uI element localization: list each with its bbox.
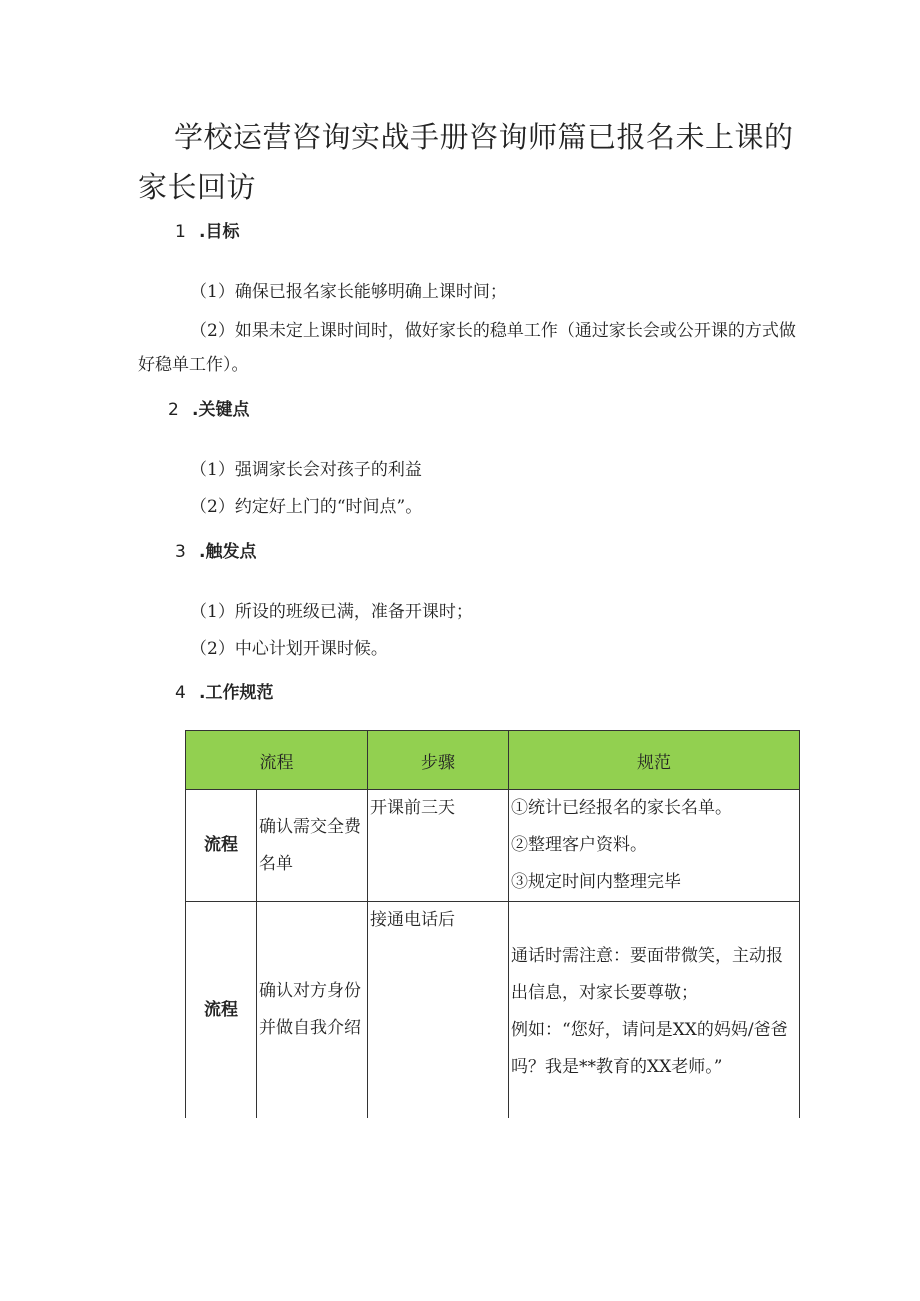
trigger-item-1: （1）所设的班级已满，准备开课时； <box>190 602 473 622</box>
section-heading-goal: 1 .目标 <box>175 222 240 242</box>
row-step: 开课前三天 <box>368 790 509 902</box>
key-point-item-1: （1）强调家长会对孩子的利益 <box>190 460 422 480</box>
header-rules: 规范 <box>509 731 800 790</box>
rule-line: 通话时需注意：要面带微笑，主动报出信息，对家长要尊敬； <box>511 946 783 1003</box>
row-rules <box>509 902 800 1119</box>
row-step: 接通电话后 <box>368 902 509 1119</box>
document-title: 学校运营咨询实战手册咨询师篇已报名未上课的家长回访 <box>138 120 794 204</box>
goal-item-1: （1）确保已报名家长能够明确上课时间； <box>190 282 507 302</box>
row-rules <box>509 790 800 902</box>
section-heading-key-points: 2 .关键点 <box>168 400 250 420</box>
row-process-name: 确认对方身份并做自我介绍 <box>257 902 368 1119</box>
rule-line: 例如：“您好，请问是XX的妈妈/爸爸吗？我是**教育的XX老师。” <box>511 1020 788 1077</box>
key-point-item-2: （2）约定好上门的“时间点”。 <box>190 497 423 517</box>
row-category: 流程 <box>186 790 257 902</box>
work-spec-table <box>185 730 800 1118</box>
section-heading-work-spec: 4 .工作规范 <box>175 683 274 703</box>
goal-item-2: （2）如果未定上课时间时，做好家长的稳单工作（通过家长会或公开课的方式做好稳单工作）。 <box>138 321 796 375</box>
rule-line: ③规定时间内整理完毕 <box>511 872 681 892</box>
table-row <box>186 902 800 1119</box>
header-process: 流程 <box>186 731 368 790</box>
trigger-item-2: （2）中心计划开课时候。 <box>190 639 388 659</box>
table-row <box>186 790 800 902</box>
row-category: 流程 <box>186 902 257 1119</box>
rule-line: ②整理客户资料。 <box>511 835 647 855</box>
rule-line: ①统计已经报名的家长名单。 <box>511 798 732 818</box>
section-heading-trigger: 3 .触发点 <box>175 542 257 562</box>
header-step: 步骤 <box>368 731 509 790</box>
table-header-row <box>186 731 800 790</box>
row-process-name: 确认需交全费名单 <box>257 790 368 902</box>
